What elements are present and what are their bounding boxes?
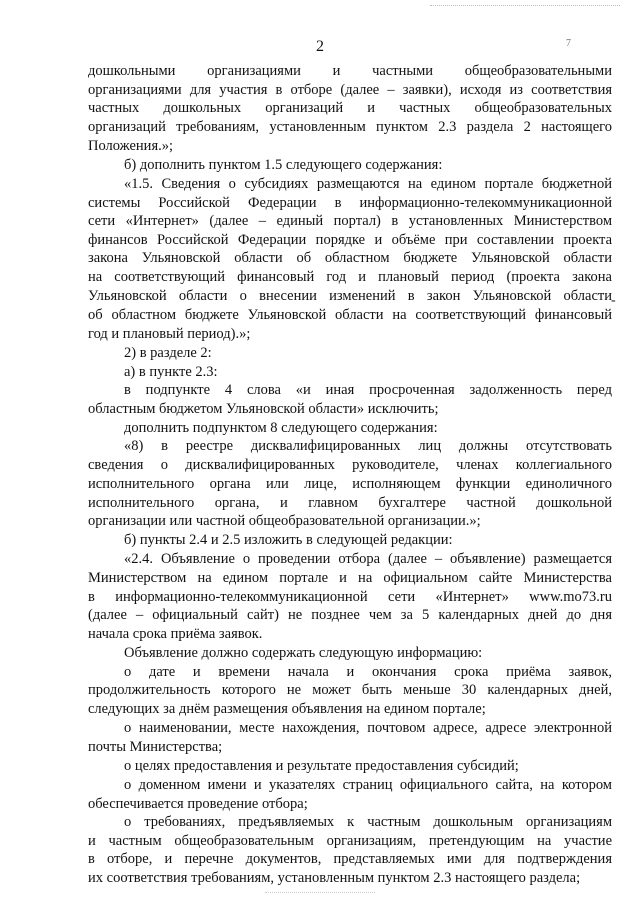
text-line: финансов Российской Федерации порядке и объёме при составлении проекта: [88, 232, 612, 248]
text-line: обеспечивается проведение отбора;: [88, 796, 308, 812]
text-line: о целях предоставления и результате предоставления субсидий;: [124, 758, 519, 774]
text-line: а) в пункте 2.3:: [124, 364, 218, 380]
text-line: в отборе, и перечне документов, представляемых ими для подтверждения: [88, 851, 612, 867]
text-line: «8) в реестре дисквалифицированных лиц должны отсутствовать: [124, 438, 612, 454]
text-line: дошкольными организациями и частными общеобразовательными: [88, 63, 612, 79]
text-line: организаций требованиям, установленным пунктом 2.3 раздела 2 настоящего: [88, 119, 612, 135]
text-line: на соответствующий финансовый год и плановый период (проекта закона: [88, 269, 612, 285]
text-line: «1.5. Сведения о субсидиях размещаются на едином портале бюджетной: [124, 176, 612, 192]
text-line: сети «Интернет» (далее – единый портал) в установленных Министерством: [88, 213, 612, 229]
page-number: 2: [316, 38, 324, 55]
text-line: исполнительного органа, и главном бухгалтере частной дошкольной: [88, 495, 612, 511]
text-line: почты Министерства;: [88, 739, 223, 755]
text-line: закона Ульяновской области об областном бюджете Ульяновской области: [88, 250, 612, 266]
text-line: о требованиях, предъявляемых к частным дошкольным организациям: [124, 814, 612, 830]
text-line: их соответствия требованиям, установленным пунктом 2.3 настоящего раздела;: [88, 870, 581, 886]
text-line: Ульяновской области о внесении изменений в закон Ульяновской области: [88, 288, 612, 304]
text-line: Объявление должно содержать следующую информацию:: [124, 645, 483, 661]
text-line: исполнительного органа или лице, исполняющем функции единоличного: [88, 476, 612, 492]
text-line: областным бюджетом Ульяновской области» исключить;: [88, 401, 439, 417]
text-line: (далее – официальный сайт) не позднее чем за 5 календарных дней до дня: [88, 607, 612, 623]
scan-mark: 7: [566, 38, 571, 49]
text-line: организации или частной общеобразовательной организации.»;: [88, 513, 481, 529]
text-line: в информационно-телекоммуникационной сети «Интернет» www.mo73.ru: [88, 589, 612, 605]
text-line: частных дошкольных организаций и частных общеобразовательных: [88, 100, 612, 116]
text-line: организациями для участия в отборе (далее – заявки), исходя из соответствия: [88, 82, 612, 98]
text-line: о наименовании, месте нахождения, почтовом адресе, адресе электронной: [124, 720, 612, 736]
text-line: сведения о дисквалифицированных руководителе, членах коллегиального: [88, 457, 612, 473]
edge-mark: -: [611, 293, 616, 308]
text-line: системы Российской Федерации в информационно-телекоммуникационной: [88, 195, 612, 211]
text-line: б) дополнить пунктом 1.5 следующего содержания:: [124, 157, 443, 173]
text-line: следующих за днём размещения объявления на едином портале;: [88, 701, 486, 717]
text-line: начала срока приёма заявок.: [88, 626, 263, 642]
text-line: «2.4. Объявление о проведении отбора (далее – объявление) размещается: [124, 551, 612, 567]
text-line: Министерством на едином портале и на официальном сайте Министерства: [88, 570, 612, 586]
text-line: в подпункте 4 слова «и иная просроченная задолженность перед: [124, 382, 612, 398]
text-line: продолжительность которого не может быть меньше 30 календарных дней,: [88, 682, 612, 698]
text-line: о доменном имени и указателях страниц официального сайта, на котором: [124, 777, 612, 793]
text-line: год и плановый период).»;: [88, 326, 251, 342]
scan-noise-top: [430, 5, 620, 7]
text-line: Положения.»;: [88, 138, 174, 154]
text-line: о дате и времени начала и окончания срока приёма заявок,: [124, 664, 612, 680]
text-line: дополнить подпунктом 8 следующего содержания:: [124, 420, 438, 436]
text-line: об областном бюджете Ульяновской области на соответствующий финансовый: [88, 307, 612, 323]
text-line: и частным общеобразовательным организациям, претендующим на участие: [88, 833, 612, 849]
scan-noise-bottom: [265, 892, 375, 894]
text-line: б) пункты 2.4 и 2.5 изложить в следующей редакции:: [124, 532, 453, 548]
text-line: 2) в разделе 2:: [124, 345, 212, 361]
